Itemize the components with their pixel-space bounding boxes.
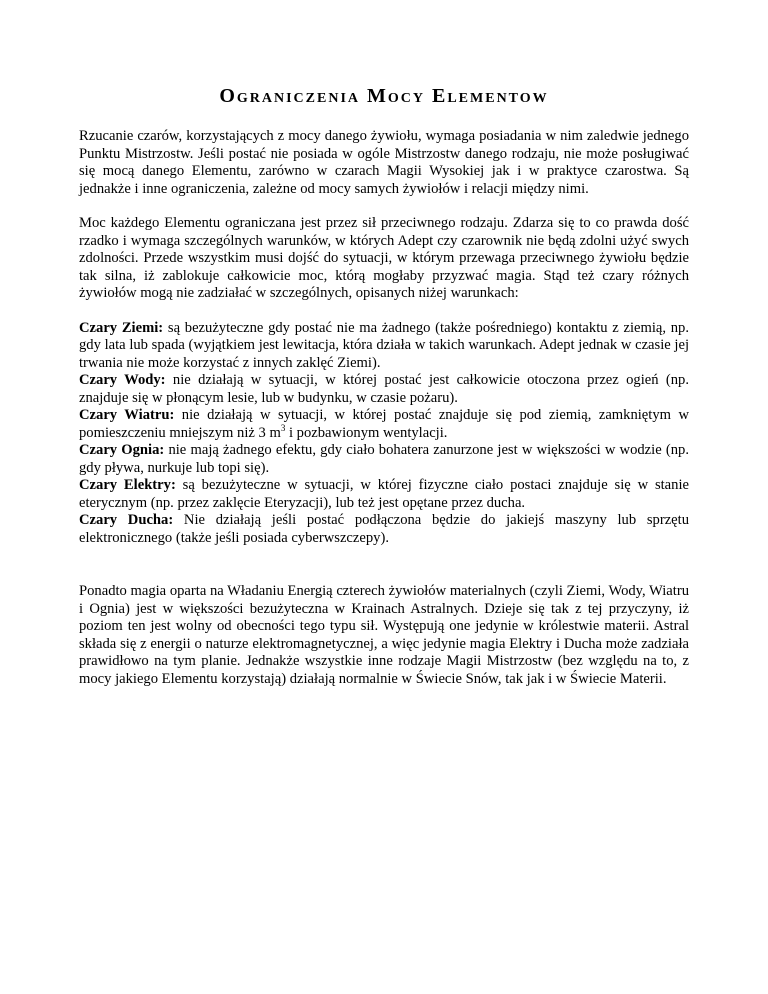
superscript: 3	[280, 422, 286, 433]
element-rules-list	[79, 320, 689, 548]
rule-label: Czary Ducha:	[79, 512, 174, 528]
rule-earth	[79, 320, 689, 373]
rule-label: Czary Elektry:	[79, 477, 176, 493]
rule-label: Czary Ognia:	[79, 442, 165, 458]
astral-paragraph: Ponadto magia oparta na Władaniu Energią czterech żywiołów materialnych (czyli Ziemi, Wody, Wiatru i Ognia) jest w większości bezużyteczna w Krainach Astralnych. Dzieje się tak z tej przyczyny, iż poziom ten jest wolny od obecności tego typu sił. Występują one jedynie w królestwie materii. Astral składa się z energii o naturze elektromagnetycznej, a więc jedynie magia Elektry i Ducha może zadziała prawidłowo na tym planie. Jednakże wszystkie inne rodzaje Magii Mistrzostw (bez względu na to, z mocy jakiego Elementu korzystają) działają normalnie w Świecie Snów, tak jak i w Świecie Materii.	[79, 583, 689, 687]
rule-wind	[79, 407, 689, 442]
rule-fire	[79, 442, 689, 477]
rule-label: Czary Wiatru:	[79, 407, 175, 423]
rule-electra	[79, 477, 689, 512]
document-page	[79, 78, 689, 705]
rule-text: Nie działają jeśli postać podłączona będzie do jakiejś maszyny lub sprzętu elektronicznego (także jeśli posiada cyberwszczepy).	[79, 512, 689, 546]
rule-label: Czary Wody:	[79, 372, 166, 388]
rule-water	[79, 372, 689, 407]
limits-paragraph: Moc każdego Elementu ograniczana jest przez sił przeciwnego rodzaju. Zdarza się to co prawda dość rzadko i wymaga szczególnych warunków, w których Adept czy czarownik nie będą zdolni użyć swych zdolności. Przede wszystkim musi dojść do sytuacji, w którym przewaga przeciwnego żywiołu będzie tak silna, iż zablokuje całkowicie moc, którą mogłaby przyzwać magia. Stąd też czary różnych żywiołów mogą nie zadziałać w szczególnych, opisanych niżej warunkach:	[79, 215, 689, 301]
intro-paragraph: Rzucanie czarów, korzystających z mocy danego żywiołu, wymaga posiadania w nim zaledwie jednego Punktu Mistrzostw. Jeśli postać nie posiada w ogóle Mistrzostw danego rodzaju, nie może posługiwać się mocą danego Elementu, zarówno w czarach Magii Wysokiej jak i w praktyce czarostwa. Są jednakże i inne ograniczenia, zależne od mocy samych żywiołów i relacji między nimi.	[79, 128, 689, 197]
rule-text: są bezużyteczne gdy postać nie ma żadnego (także pośredniego) kontaktu z ziemią, np. gdy lata lub spada (wyjątkiem jest lewitacja, która działa w takich warunkach. Adept jednak w czasie jej trwania nie może korzystać z innych zaklęć Ziemi).	[79, 319, 689, 371]
rule-spirit	[79, 512, 689, 547]
rule-text: nie mają żadnego efektu, gdy ciało bohatera zanurzone jest w większości w wodzie (np. gdy pływa, nurkuje lub topi się).	[79, 442, 689, 476]
rule-text: nie działają w sytuacji, w której postać znajduje się pod ziemią, zamkniętym w pomieszczeniu mniejszym niż 3 m	[79, 407, 689, 441]
rule-text-after: i pozbawionym wentylacji.	[285, 424, 448, 441]
rule-text: nie działają w sytuacji, w której postać jest całkowicie otoczona przez ogień (np. znajduje się w płonącym lesie, lub w budynku, w czasie pożaru).	[79, 372, 689, 406]
rule-text: są bezużyteczne w sytuacji, w której fizyczne ciało postaci znajduje się w stanie eterycznym (np. przez zaklęcie Eteryzacji), lub też jest opętane przez ducha.	[79, 477, 689, 511]
rule-label: Czary Ziemi:	[79, 319, 164, 336]
document-title: Ograniczenia Mocy Elementow	[219, 85, 549, 107]
